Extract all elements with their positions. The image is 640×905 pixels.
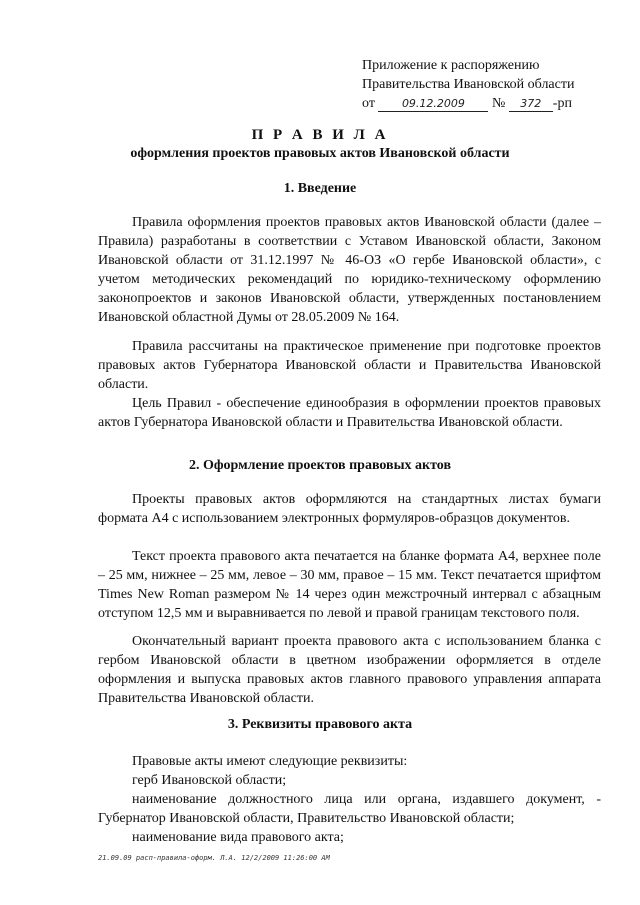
section-3-heading: 3. Реквизиты правового акта (227, 717, 413, 732)
document-subtitle: оформления проектов правовых актов Ивановской области (130, 146, 510, 161)
section-2-heading: 2. Оформление проектов правовых актов (188, 458, 452, 473)
handwritten-date: 09.12.2009 (378, 97, 488, 112)
list-item: наименование должностного лица или органа, издавшего документ, - Губернатор Ивановской области, Правительство Ивановской области; (98, 792, 601, 826)
document-title: П Р А В И Л А (251, 127, 389, 143)
number-prefix: № (491, 96, 506, 111)
list-item: Правовые акты имеют следующие реквизиты: (132, 754, 408, 769)
section-2-paragraph-1: Проекты правовых актов оформляются на стандартных листах бумаги формата А4 с использованием электронных формуляров-образцов документов. (98, 492, 601, 526)
section-2-paragraph-3: Окончательный вариант проекта правового акта с использованием бланка с гербом Ивановской области в цветном изображении оформляется в отделе оформления и выпуска правовых актов главного правового управления аппарата Правительства Ивановской области. (98, 634, 601, 706)
section-1-paragraph-3: Цель Правил - обеспечение единообразия в оформлении проектов правовых актов Губернатора Ивановской области и Правительства Ивановской области. (98, 396, 601, 430)
section-1-paragraph-1: Правила оформления проектов правовых актов Ивановской области (далее – Правила) разработаны в соответствии с Уставом Ивановской области, Законом Ивановской области от 31.12.1997 № 46-ОЗ «О гербе Ивановской области», с учетом методических рекомендаций по юридико-техническому оформлению законопроектов и законов Ивановской области, утвержденных постановлением Ивановской областной Думы от 28.05.2009 № 164. (98, 215, 601, 325)
section-2-paragraph-2: Текст проекта правового акта печатается на бланке формата А4, верхнее поле – 25 мм, нижнее – 25 мм, левое – 30 мм, правое – 15 мм. Текст печатается шрифтом Times New Roman размером № 14 через один межстрочный интервал с абзацным отступом 12,5 мм и выравнивается по левой и правой границам текстового поля. (98, 549, 601, 621)
number-suffix: -рп (552, 96, 572, 111)
handwritten-number: 372 (509, 97, 553, 112)
attachment-line-2: Правительства Ивановской области (362, 77, 575, 92)
file-footer: 21.09.09 расп-правила-оформ. Л.А. 12/2/2009 11:26:00 AM (98, 854, 330, 862)
attachment-line-1: Приложение к распоряжению (362, 58, 540, 73)
from-prefix: от (362, 96, 375, 111)
attachment-header (362, 56, 574, 113)
requisites-list (98, 752, 601, 847)
list-item: герб Ивановской области; (132, 773, 287, 788)
list-item: наименование вида правового акта; (132, 830, 344, 845)
section-1-paragraph-2: Правила рассчитаны на практическое применение при подготовке проектов правовых актов Губернатора Ивановской области и Правительства Ивановской области. (98, 339, 601, 392)
section-1-heading: 1. Введение (283, 181, 357, 196)
attachment-line-3 (362, 94, 574, 113)
